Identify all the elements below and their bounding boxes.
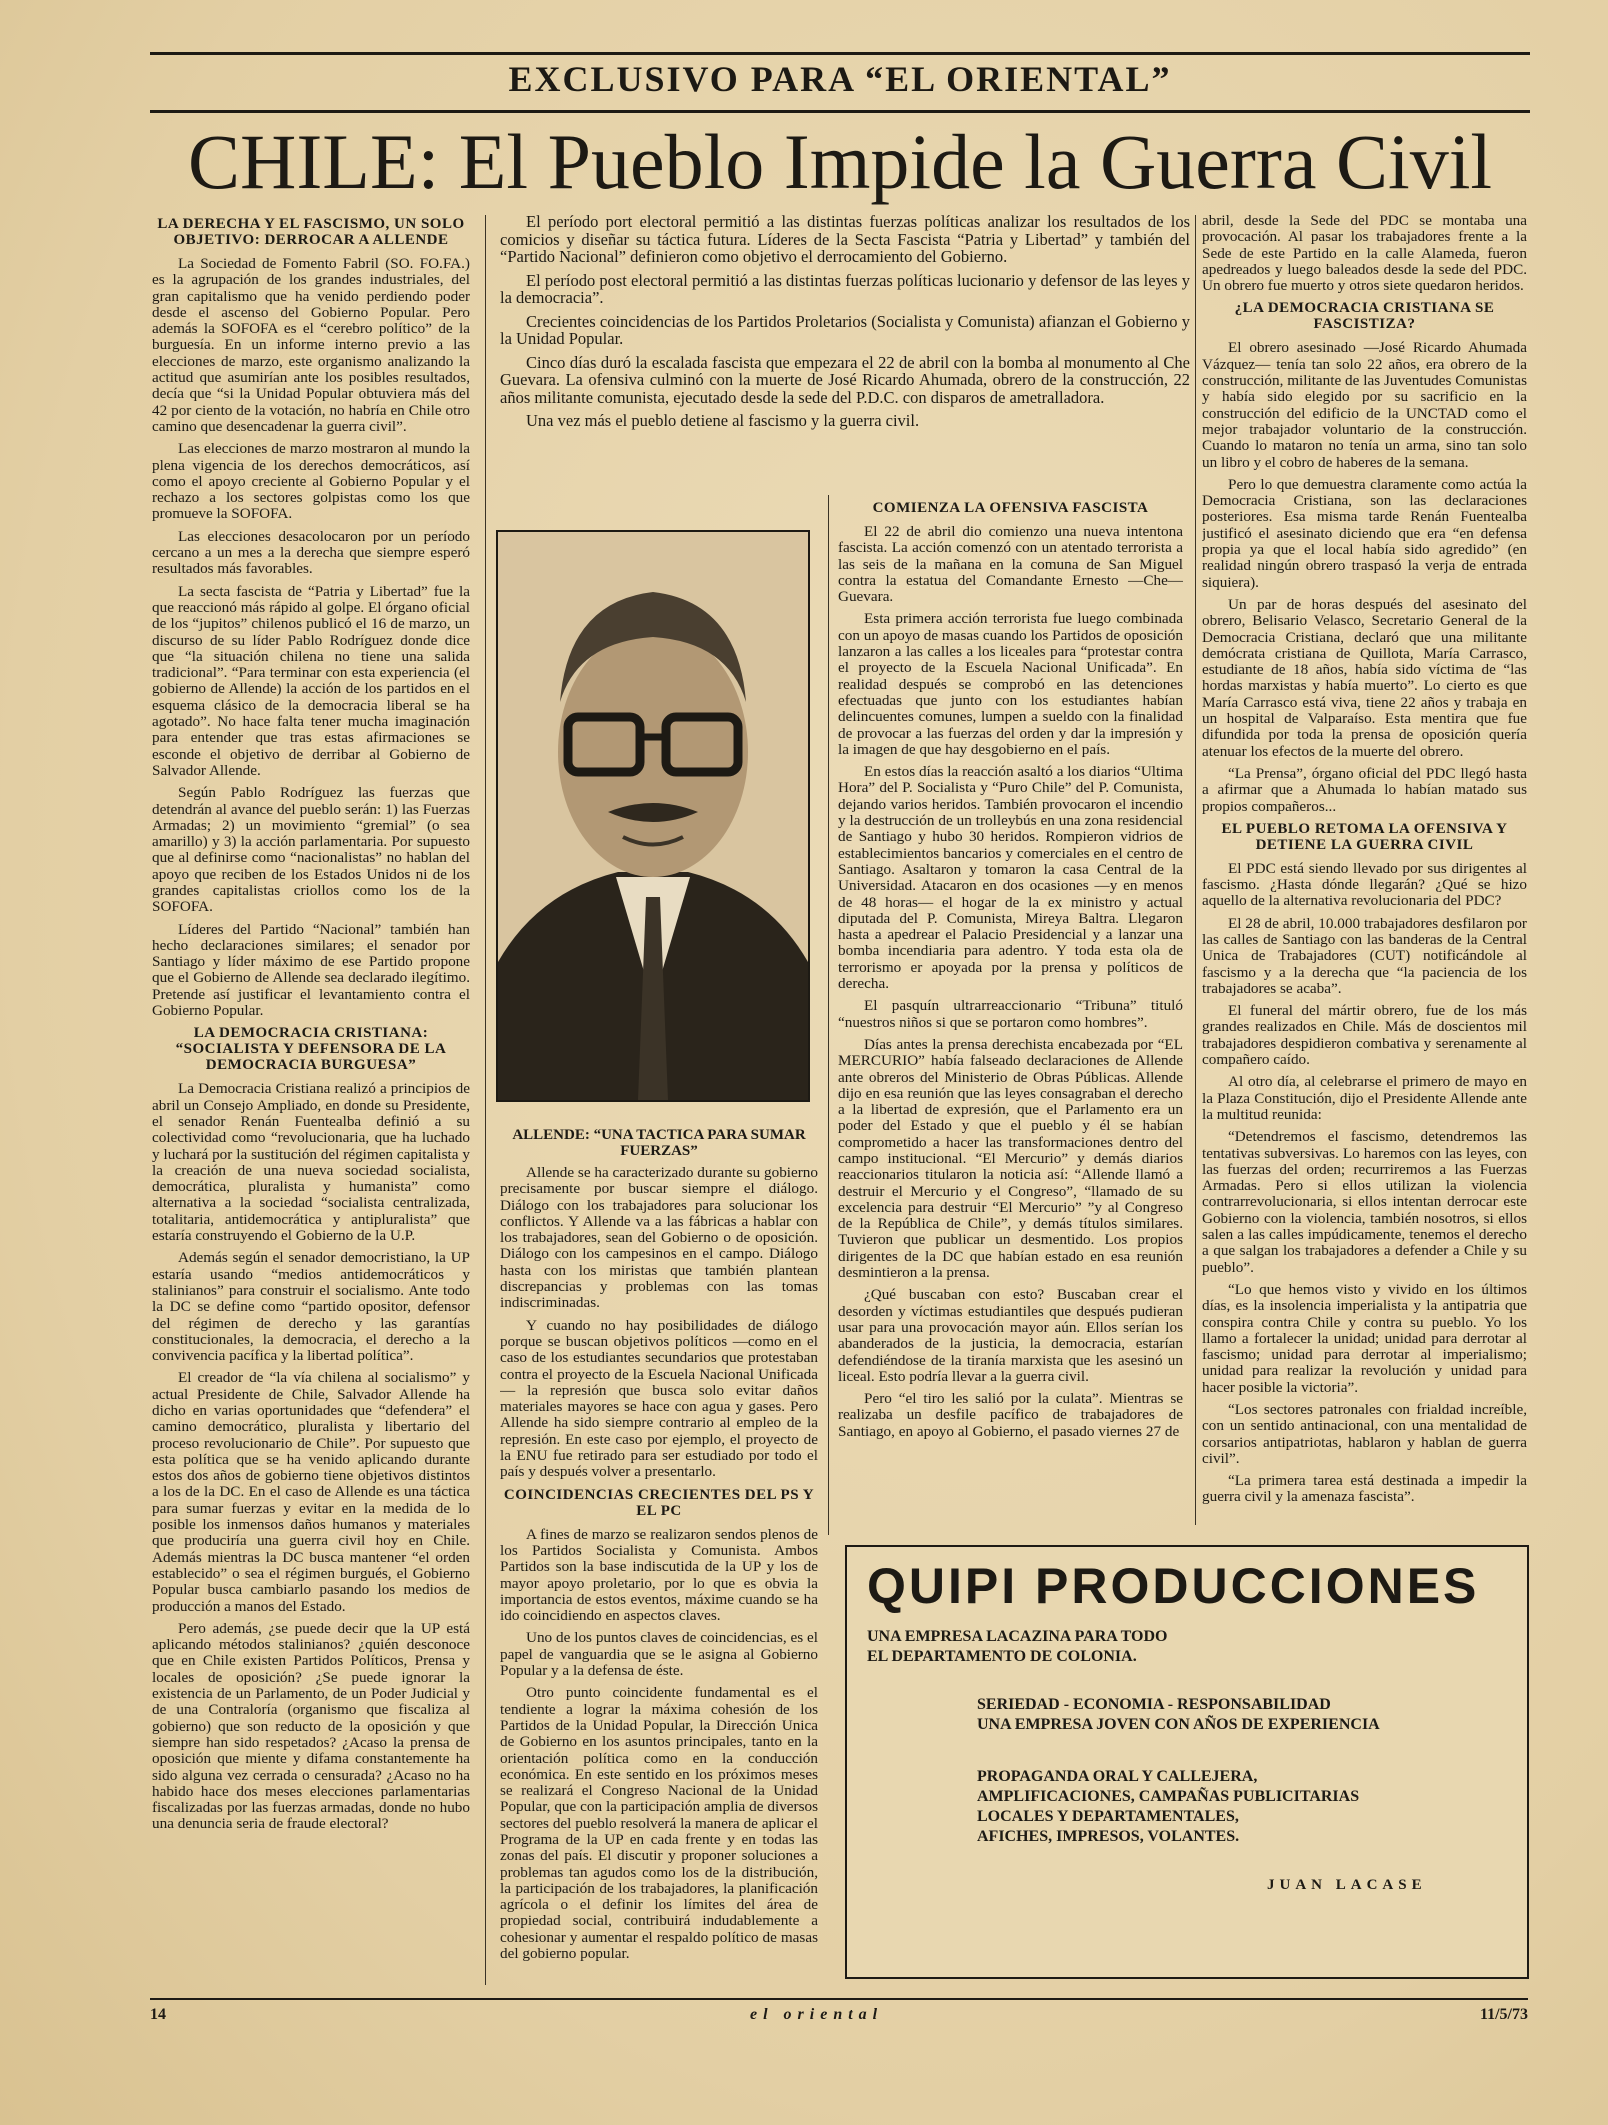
paragraph: El funeral del mártir obrero, fue de los más grandes realizados en Chile. Más de doscientos mil trabajadores despidieron combativa y serenamente al compañero caído. (1202, 1002, 1527, 1069)
intro-block (500, 213, 1190, 491)
subhead: COMIENZA LA OFENSIVA FASCISTA (872, 500, 1149, 516)
paragraph: Pero además, ¿se puede decir que la UP está aplicando métodos stalinianos? ¿quién desconoce que en Chile existen Partidos Políticos, Prensa y locales de oposición? ¿Se puede ignorar la existencia de un Parlamento, de un Poder Judicial y de una Contraloría (organismo que fiscaliza al gobierno) que son reducto de la oposición y que siempre han sido respetados? ¿Acaso la prensa de oposición que miente y difama constantemente ha sido alguna vez cerrada o censurada? ¿Acaso no ha habido hace dos meses elecciones parlamentarias fiscalizadas por las fuerzas armadas, donde no hubo una denuncia seria de fraude electoral? (152, 1619, 470, 1833)
paragraph: La secta fascista de “Patria y Libertad” fue la que reaccionó más rápido al golpe. El órgano oficial de los “jupitos” chilenos publicó el 16 de marzo, un discurso de su líder Pablo Rodríguez donde dice que “la situación chilena no tiene una salida tradicional”. “Para terminar con esta experiencia (el gobierno de Allende) la acción de los partidos en el esquema clásico de la democracia liberal se ha agotado”. No hace falta tener mucha imaginación para entender que tras estas afirmaciones se esconde el objetivo de derribar al Gobierno de Salvador Allende. (152, 582, 470, 779)
portrait-illustration (498, 532, 808, 1100)
ad-title: QUIPI PRODUCCIONES (867, 1558, 1480, 1614)
photo-caption: ALLENDE: “UNA TACTICA PARA SUMAR FUERZAS” (512, 1127, 806, 1159)
column-rule (828, 495, 829, 1535)
subhead: ¿LA DEMOCRACIA CRISTIANA SE FASCISTIZA? (1234, 300, 1495, 333)
kicker-banner: EXCLUSIVO PARA “EL ORIENTAL” (150, 52, 1530, 113)
advertisement-box (845, 1545, 1529, 1979)
paragraph: La Sociedad de Fomento Fabril (SO. FO.FA.) es la agrupación de los grandes industriales, del gran capitalismo que ha venido perdiendo poder desde el ascenso del Gobierno Popular. Pero además la SOFOFA es el “cerebro político” de la burguesía. En un informe interno previo a las elecciones de marzo, este organismo analizando la actitud que asumirían ante los posibles resultados, decía que “si la Unidad Popular obtuviera más del 42 por ciento de la votación, no habría en Chile otro camino que desencadenar la guerra civil”. (152, 255, 470, 435)
paragraph: El 22 de abril dio comienzo una nueva intentona fascista. La acción comenzó con un atentado terrorista a las seis de la mañana en la comuna de San Miguel contra la estatua del Comandante Ernesto —Che— Guevara. (838, 523, 1183, 606)
ad-tagline-line: UNA EMPRESA JOVEN CON AÑOS DE EXPERIENCIA (977, 1716, 1380, 1733)
subhead: LA DERECHA Y EL FASCISMO, UN SOLO OBJETIVO: DERROCAR A ALLENDE (157, 216, 465, 248)
paragraph: Las elecciones desacolocaron por un período cercano a un mes a la derecha que siempre esperó resultados más favorables. (152, 527, 470, 578)
ad-services-line: AMPLIFICACIONES, CAMPAÑAS PUBLICITARIAS (977, 1788, 1360, 1805)
ad-services-line: AFICHES, IMPRESOS, VOLANTES. (977, 1828, 1240, 1845)
column-rule (485, 215, 486, 1985)
ad-signature: JUAN LACASE (1267, 1877, 1427, 1893)
ad-tagline (977, 1695, 1380, 1735)
subhead: EL PUEBLO RETOMA LA OFENSIVA Y DETIENE LA GUERRA CIVIL (1221, 820, 1508, 853)
paragraph: Uno de los puntos claves de coincidencias, es el papel de vanguardia que se le asigna al Gobierno Popular y a la defensa de éste. (500, 1629, 818, 1680)
paragraph: A fines de marzo se realizaron sendos plenos de los Partidos Socialista y Comunista. Ambos Partidos son la base indiscutida de la UP y los de mayor apoyo proletario, por lo que es obvia la importancia de estos eventos, máxime cuando se ha ido coincidiendo en aspectos claves. (500, 1525, 818, 1625)
issue-date: 11/5/73 (1479, 2006, 1528, 2023)
paragraph: Crecientes coincidencias de los Partidos Proletarios (Socialista y Comunista) afianzan el Gobierno y la Unidad Popular. (500, 311, 1190, 348)
publication-name: el oriental (750, 2006, 884, 2023)
paragraph: “La primera tarea está destinada a impedir la guerra civil y la amenaza fascista”. (1202, 1472, 1527, 1506)
ad-services-line: LOCALES Y DEPARTAMENTALES, (977, 1808, 1239, 1825)
paragraph: Un par de horas después del asesinato del obrero, Belisario Velasco, Secretario General de la Democracia Cristiana, declaró que una militante demócrata cristiana de Quillota, María Carrasco, estudiante de 18 años, había sido víctima de “las hordas marxistas y había muerto”. Lo cierto es que María Carrasco está viva, tiene 22 años y trabaja en un hospital de Valparaíso. Esta mentira que fue difundida por toda la prensa de oposición quería atenuar los efectos de la muerte del obrero. (1202, 595, 1527, 760)
paragraph: Según Pablo Rodríguez las fuerzas que detendrán al avance del pueblo serán: 1) las Fuerzas Armadas; 2) un movimiento “gremial” (o sea amarillo) y 3) la acción parlamentaria. Por supuesto que al definirse como “nacionalistas” no hablan del apoyo que reciben de los Estados Unidos ni de los grandes capitalistas criollos como los de la SOFOFA. (152, 784, 470, 916)
subhead: COINCIDENCIAS CRECIENTES DEL PS Y EL PC (503, 1486, 815, 1519)
paragraph: “Detendremos el fascismo, detendremos las tentativas subversivas. Lo haremos con las leyes, con las fuerzas del orden; recurriremos a las Fuerzas Armadas. Pero si ellos utilizan la violencia contrarrevolucionaria, si ellos intentan derrocar este Gobierno con la violencia, también nosotros, si ellos salen a las calles impúdicamente, tenemos el derecho a que salgan los trabajadores a defender a Chile y su pueblo”. (1202, 1128, 1527, 1276)
paragraph: El 28 de abril, 10.000 trabajadores desfilaron por las calles de Santiago con las banderas de la Central Unica de Trabajadores (CUT) notificándole al fascismo y a la derecha que “la paciencia de los trabajadores se acaba”. (1202, 914, 1527, 997)
paragraph: “Lo que hemos visto y vivido en los últimos días, es la insolencia imperialista y la antipatria que conspira contra Chile y contra su pueblo. Yo los llamo a fortalecer la unidad; unidad para derrotar al fascismo; unidad para derrotar al imperialismo; unidad para realizar la revolución y unidad para hacer posible la victoria”. (1202, 1280, 1527, 1396)
ad-services-line: PROPAGANDA ORAL Y CALLEJERA, (977, 1768, 1258, 1785)
paragraph: Además según el senador democristiano, la UP estaría usando “medios antidemocráticos y stalinianos” para construir el socialismo. Ante todo la DC se define como “partido opositor, defensor del régimen de derecho y las garantías constitucionales, la democracia, el derecho a la convivencia pacífica y la libertad política”. (152, 1249, 470, 1365)
page-footer (150, 1998, 1528, 2026)
paragraph: Días antes la prensa derechista encabezada por “EL MERCURIO” había falseado declaraciones de Allende ante obreros del Ministerio de Obras Públicas. Allende dijo en esa reunión que las leyes consagraban el derecho a la libertad de expresión, que el Parlamento era un poder del Estado y que el pueblo y él se habían comprometido a hacer las transformaciones dentro del campo institucional. “El Mercurio” y demás diarios reaccionarios titularon la noticia así: “Allende llamó a destruir el Mercurio y el Congreso”, “llamado de su excelencia para destruir “El Mercurio” ”y al Congreso de la República de Chile”, y demás títulos similares. Tuvieron que publicar un desmentido. Los propios dirigentes de la DC que habían estado en esa reunión desmintieron a la prensa. (838, 1035, 1183, 1282)
paragraph: Pero lo que demuestra claramente como actúa la Democracia Cristiana, son las declaraciones posteriores. Esa misma tarde Renán Fuentealba justificó el asesinato diciendo que era “en defensa propia ya que el local había sido agredido” (en realidad ningún obrero traspasó la verja de entrada siquiera). (1202, 475, 1527, 591)
page-number: 14 (150, 2006, 166, 2023)
ad-subtitle-line: EL DEPARTAMENTO DE COLONIA. (867, 1648, 1137, 1665)
article-column-2 (500, 1127, 818, 1982)
paragraph: Las elecciones de marzo mostraron al mundo la plena vigencia de los derechos democráticos, así como el apoyo creciente al Gobierno Popular y el rechazo a los sectores golpistas como los que promueve la SOFOFA. (152, 440, 470, 523)
paragraph: “La Prensa”, órgano oficial del PDC llegó hasta a afirmar que a Ahumada lo habían matado sus propios compañeros... (1202, 764, 1527, 815)
paragraph: Allende se ha caracterizado durante su gobierno precisamente por buscar siempre el diálogo. Diálogo con los trabajadores para solucionar los conflictos. Y Allende va a las fábricas a hablar con los trabajadores, sean del Gobierno o de oposición. Diálogo con los campesinos en el campo. Diálogo hasta con los miristas que también plantean discrepancias y problemas con las tomas indiscriminadas. (500, 1164, 818, 1312)
paragraph: El período post electoral permitió a las distintas fuerzas políticas lucionario y defensor de las leyes y la democracia”. (500, 270, 1190, 307)
paragraph: Pero “el tiro les salió por la culata”. Mientras se realizaba un desfile pacífico de trabajadores de Santiago, en apoyo al Gobierno, el pasado viernes 27 de (838, 1390, 1183, 1440)
ad-subtitle-line: UNA EMPRESA LACAZINA PARA TODO (867, 1628, 1168, 1645)
paragraph: El obrero asesinado —José Ricardo Ahumada Vázquez— tenía tan solo 22 años, era obrero de la construcción, militante de las Juventudes Comunistas y había sido elegido por su sacrificio en la construcción del edificio de la UNCTAD como el mejor trabajador voluntario de la construcción. Cuando lo mataron no tenía un arma, sino tan solo un libro y el cobro de haberes de la semana. (1202, 339, 1527, 471)
paragraph: “Los sectores patronales con frialdad increíble, con un sentido antinacional, con una mentalidad de corsarios antipatriotas, hablaron y hablan de guerra civil”. (1202, 1401, 1527, 1467)
allende-portrait-photo (496, 530, 810, 1102)
paragraph: El creador de “la vía chilena al socialismo” y actual Presidente de Chile, Salvador Allende ha dicho en varias oportunidades que “defendera” el camino democrático, pluralista y libertario del proceso revolucionario de Chile”. Por supuesto que esta política que se ha venido aplicando durante estos dos años de gobierno tiene objetivos distintos a los de la DC. En el caso de Allende es una táctica para sumar fuerzas y evitar en la medida de lo posible los inmensos daños humanos y materiales que produciría una guerra civil hoy en Chile. Además mientras la DC busca mantener “el orden establecido” o sea el régimen burgués, el Gobierno Popular busca cambiarlo pasando los medios de producción a manos del Estado. (152, 1369, 470, 1615)
paragraph: Esta primera acción terrorista fue luego combinada con un apoyo de masas cuando los Partidos de oposición lanzaron a las calles a los liceales para “protestar contra el proyecto de la Escuela Nacional Unificada”. En realidad después se comprobó en las detenciones efectuadas que junto con los estudiantes habían delincuentes comunes, lumpen a sueldo con la finalidad de provocar a las fuerzas del orden y dar la impresión y la imagen de que hay desgobierno en el país. (838, 610, 1183, 758)
paragraph: Al otro día, al celebrarse el primero de mayo en la Plaza Constitución, dijo el Presidente Allende ante la multitud reunida: (1202, 1073, 1527, 1123)
paragraph: La Democracia Cristiana realizó a principios de abril un Consejo Ampliado, en donde su Presidente, el senador Renán Fuentealba definió a su colectividad como “revolucionaria, que ha luchado y luchará por la sustitución del régimen capitalista y la creación de una nueva sociedad socialista, democrática, pluralista y humanista” como alternativa a la sociedad “socialista centralizada, totalitaria, antidemocrática y antipluralista” que estaría construyendo el Gobierno de la U.P. (152, 1080, 470, 1245)
paragraph: El PDC está siendo llevado por sus dirigentes al fascismo. ¿Hasta dónde llegarán? ¿Qué se hizo aquello de la alternativa revolucionaria del PDC? (1202, 859, 1527, 910)
ad-tagline-line: SERIEDAD - ECONOMIA - RESPONSABILIDAD (977, 1696, 1331, 1713)
paragraph: abril, desde la Sede del PDC se montaba una provocación. Al pasar los trabajadores frente a la Sede de este Partido en la calle Alameda, fueron apedreados y luego baleados desde la sede del PDC. Un obrero fue muerto y otros siete quedaron heridos. (1202, 213, 1527, 295)
paragraph: El período port electoral permitió a las distintas fuerzas políticas analizar los resultados de los comicios y diseñar su táctica futura. Líderes de la Secta Fascista “Patria y Libertad” y también del “Partido Nacional” definieron como objetivo el derrocamiento del Gobierno. (500, 213, 1190, 266)
paragraph: Otro punto coincidente fundamental es el tendiente a lograr la máxima cohesión de los Partidos de la Unidad Popular, la Dirección Unica de Gobierno en los asuntos principales, tanto en la orientación política como en la conducción económica. En este sentido en los próximos meses se realizará el Congreso Nacional de la Unidad Popular, que con la participación amplia de diversos sectores del pueblo resolverá la manera de aplicar el Programa de la UP en cada frente y en todas las zonas del país. El discutir y proponer soluciones a problemas tan agudos como los de la distribución, la participación de los trabajadores, la planificación agrícola o el definir los límites del área de propiedad social, contribuirá indudablemente a cohesionar y aumentar el respaldo político de masas del gobierno popular. (500, 1684, 818, 1963)
paragraph: ¿Qué buscaban con esto? Buscaban crear el desorden y víctimas estudiantiles que después pudieran usar para una provocación mayor aún. Ellos serían los abanderados de la justicia, la democracia, estarían defendiéndose de la tiranía marxista que les asesinó un liceal. Esto podría llevar a la guerra civil. (838, 1286, 1183, 1385)
paragraph: Líderes del Partido “Nacional” también han hecho declaraciones similares; el senador por Santiago y líder máximo de ese Partido propone que el Gobierno de Allende sea declarado ilegítimo. Pretende así justificar el levantamiento contra el Gobierno Popular. (152, 920, 470, 1020)
paragraph: En estos días la reacción asaltó a los diarios “Ultima Hora” del P. Socialista y “Puro Chile” del P. Comunista, dejando varios heridos. También provocaron el incendio y la destrucción de un trolleybús en una zona residencial de Santiago y hubo 30 heridos. Rompieron vidrios de establecimientos bancarios y comerciales en el centro de Santiago. Asaltaron y tomaron la casa Central de la Universidad. Atacaron en dos ocasiones —y en menos de 48 horas— el hogar de la ex ministro y actual diputada del P. Comunista, Mireya Baltra. Llegaron hasta a apedrear el Palacio Presidencial y a lanzar una bomba incendiaria para adentro. Y toda esta ola de terrorismo er apoyada por la prensa y políticos de derecha. (838, 763, 1183, 993)
ad-subtitle (867, 1627, 1168, 1667)
paragraph: El pasquín ultrarreaccionario “Tribuna” tituló “nuestros niños si que se portaron como hombres”. (838, 997, 1183, 1031)
headline: CHILE: El Pueblo Impide la Guerra Civil (187, 118, 1493, 205)
column-rule (1195, 215, 1196, 1525)
paragraph: Cinco días duró la escalada fascista que empezara el 22 de abril con la bomba al monumento al Che Guevara. La ofensiva culminó con la muerte de José Ricardo Ahumada, obrero de la construcción, 22 años militante comunista, ejecutado desde la sede del P.D.C. con disparos de ametralladora. (500, 352, 1190, 407)
subhead: LA DEMOCRACIA CRISTIANA: “SOCIALISTA Y DEFENSORA DE LA DEMOCRACIA BURGUESA” (175, 1025, 447, 1074)
article-column-4 (1202, 213, 1527, 1525)
ad-services (977, 1767, 1359, 1847)
paragraph: Y cuando no hay posibilidades de diálogo porque se buscan objetivos políticos —como en el caso de los estudiantes secundarios que protestaban contra el proyecto de la Escuela Nacional Unificada— la represión que busca solo evitar daños materiales mayores se hace con agua y gases. Pero Allende ha sido siempre contrario al empleo de la represión. En este caso por ejemplo, el proyecto de la ENU fue retirado para ser estudiado por todo el país y después volver a presentarlo. (500, 1316, 818, 1481)
paragraph: Una vez más el pueblo detiene al fascismo y la guerra civil. (526, 411, 920, 430)
article-column-1 (152, 212, 470, 1857)
